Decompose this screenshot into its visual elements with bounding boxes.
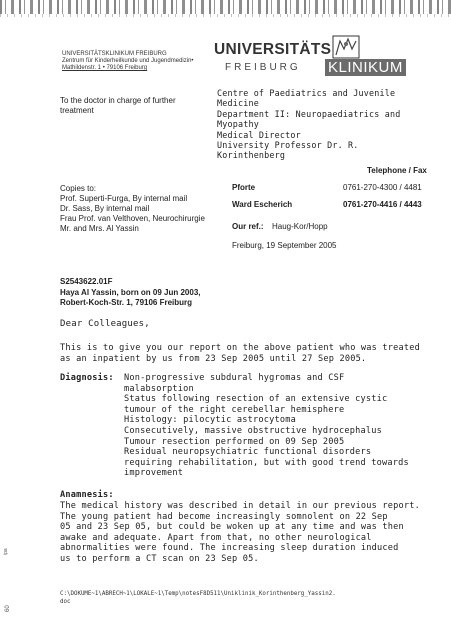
logo-klinikum-text: KLINIKUM [325, 59, 406, 76]
recipient-block [60, 96, 210, 116]
patient-address: Robert-Koch-Str. 1, 79106 Freiburg [60, 298, 193, 307]
anamnesis-line: abnormalities were found. The increasing sleep duration induced [60, 543, 399, 554]
institution-address: Mathildenstr. 1 • 79106 Freiburg [62, 65, 148, 71]
anamnesis-line: The young patient had become increasingly somnolent on 22 Sep [60, 511, 388, 522]
institution-name: UNIVERSITÄTSKLINIKUM FREIBURG [62, 51, 167, 57]
department-name: Zentrum für Kinderheilkunde und Jugendmedizin• [62, 58, 194, 64]
intro-line: as an inpatient by us from 23 Sep 2005 until 27 Sep 2005. [60, 353, 367, 364]
sender-line: Myopathy [217, 119, 259, 130]
diagnosis-line: Histology: pilocytic astrocytoma [124, 415, 296, 426]
margin-mark: ipa [3, 548, 9, 555]
anamnesis-line: us to perform a CT scan on 23 Sep 05. [60, 553, 259, 564]
diagnosis-list [124, 373, 444, 479]
diagnosis-line: Tumour resection performed on 09 Sep 2005 [124, 436, 345, 447]
diagnosis-line: Status following resection of an extensive cystic [124, 394, 388, 405]
margin-mark: 60 [5, 605, 11, 612]
recipient-line: treatment [60, 106, 94, 115]
sender-block [217, 88, 442, 161]
anamnesis-label: Anamnesis: [60, 490, 114, 500]
footer-path-line: doc [60, 599, 71, 605]
contact-value-ward: 0761-270-4416 / 4443 [343, 200, 422, 209]
diagnosis-line: requiring rehabilitation, but with good trend towards [124, 457, 409, 468]
sender-line: Korinthenberg [217, 150, 286, 161]
copies-item: Mr. and Mrs. Al Yassin [60, 224, 139, 233]
diagnosis-line: malabsorption [124, 383, 194, 394]
contact-value-pforte: 0761-270-4300 / 4481 [343, 183, 422, 192]
footer-file-path [60, 590, 445, 606]
sender-line: Medicine [217, 98, 259, 109]
contacts-header: Telephone / Fax [367, 166, 427, 175]
patient-block [60, 277, 280, 309]
letter-date: Freiburg, 19 September 2005 [232, 241, 337, 250]
intro-paragraph [60, 343, 440, 364]
diagnosis-label: Diagnosis: [60, 373, 114, 383]
anamnesis-line: 05 and 23 Sep 05, but could be woken up at any time and was then [60, 522, 404, 533]
copies-item: Frau Prof. van Velthoven, Neurochirurgie [60, 214, 205, 223]
patient-id: S2543622.01F [60, 277, 113, 286]
diagnosis-line: improvement [124, 468, 184, 479]
contact-label-pforte: Pforte [232, 183, 256, 192]
copies-label: Copies to: [60, 184, 97, 193]
logo-main-text: UNIVERSITÄTS [214, 41, 332, 58]
diagnosis-line: Residual neuropsychiatric functional disorders [124, 447, 372, 458]
logo-city-text: FREIBURG [225, 62, 301, 73]
footer-path-line: C:\DOKUME~1\ABRECH~1\LOKALE~1\Temp\notesF8D511\Uniklinik_Korinthenberg_Yassin2. [60, 591, 336, 597]
salutation: Dear Colleagues, [60, 319, 150, 329]
patient-name: Haya Al Yassin, born on 09 Jun 2003, [60, 287, 201, 297]
recipient-line: To the doctor in charge of further [60, 96, 176, 105]
sender-line: Centre of Paediatrics and Juvenile [217, 88, 396, 98]
scan-artifact-strip [0, 14, 451, 17]
copies-item: Dr. Sass, By internal mail [60, 204, 150, 213]
letterhead-address-block [62, 51, 222, 72]
contact-label-ward: Ward Escherich [232, 200, 293, 209]
university-seal-icon [332, 35, 360, 59]
reference-label: Our ref.: [232, 222, 264, 231]
copies-block [60, 184, 230, 234]
anamnesis-paragraph [60, 501, 445, 565]
reference-value: Haug-Kor/Hopp [272, 222, 328, 231]
scan-artifact-top [0, 0, 451, 14]
diagnosis-line: Consecutively, massive obstructive hydrocephalus [124, 425, 382, 436]
sender-line: Department II: Neuropaediatrics and [217, 108, 401, 119]
anamnesis-line: The medical history was described in detail in our previous report. [60, 501, 421, 511]
university-logo [214, 41, 414, 81]
intro-line: This is to give you our report on the above patient who was treated [60, 343, 421, 353]
diagnosis-line: tumour of the right cerebellar hemisphere [124, 404, 345, 415]
copies-item: Prof. Superti-Furga, By internal mail [60, 194, 188, 203]
anamnesis-line: awake and adequate. Apart from that, no other neurological [60, 532, 372, 543]
sender-line: Medical Director [217, 129, 301, 140]
sender-line: University Professor Dr. R. [217, 140, 359, 151]
diagnosis-line: Non-progressive subdural hygromas and CSF [124, 373, 345, 383]
